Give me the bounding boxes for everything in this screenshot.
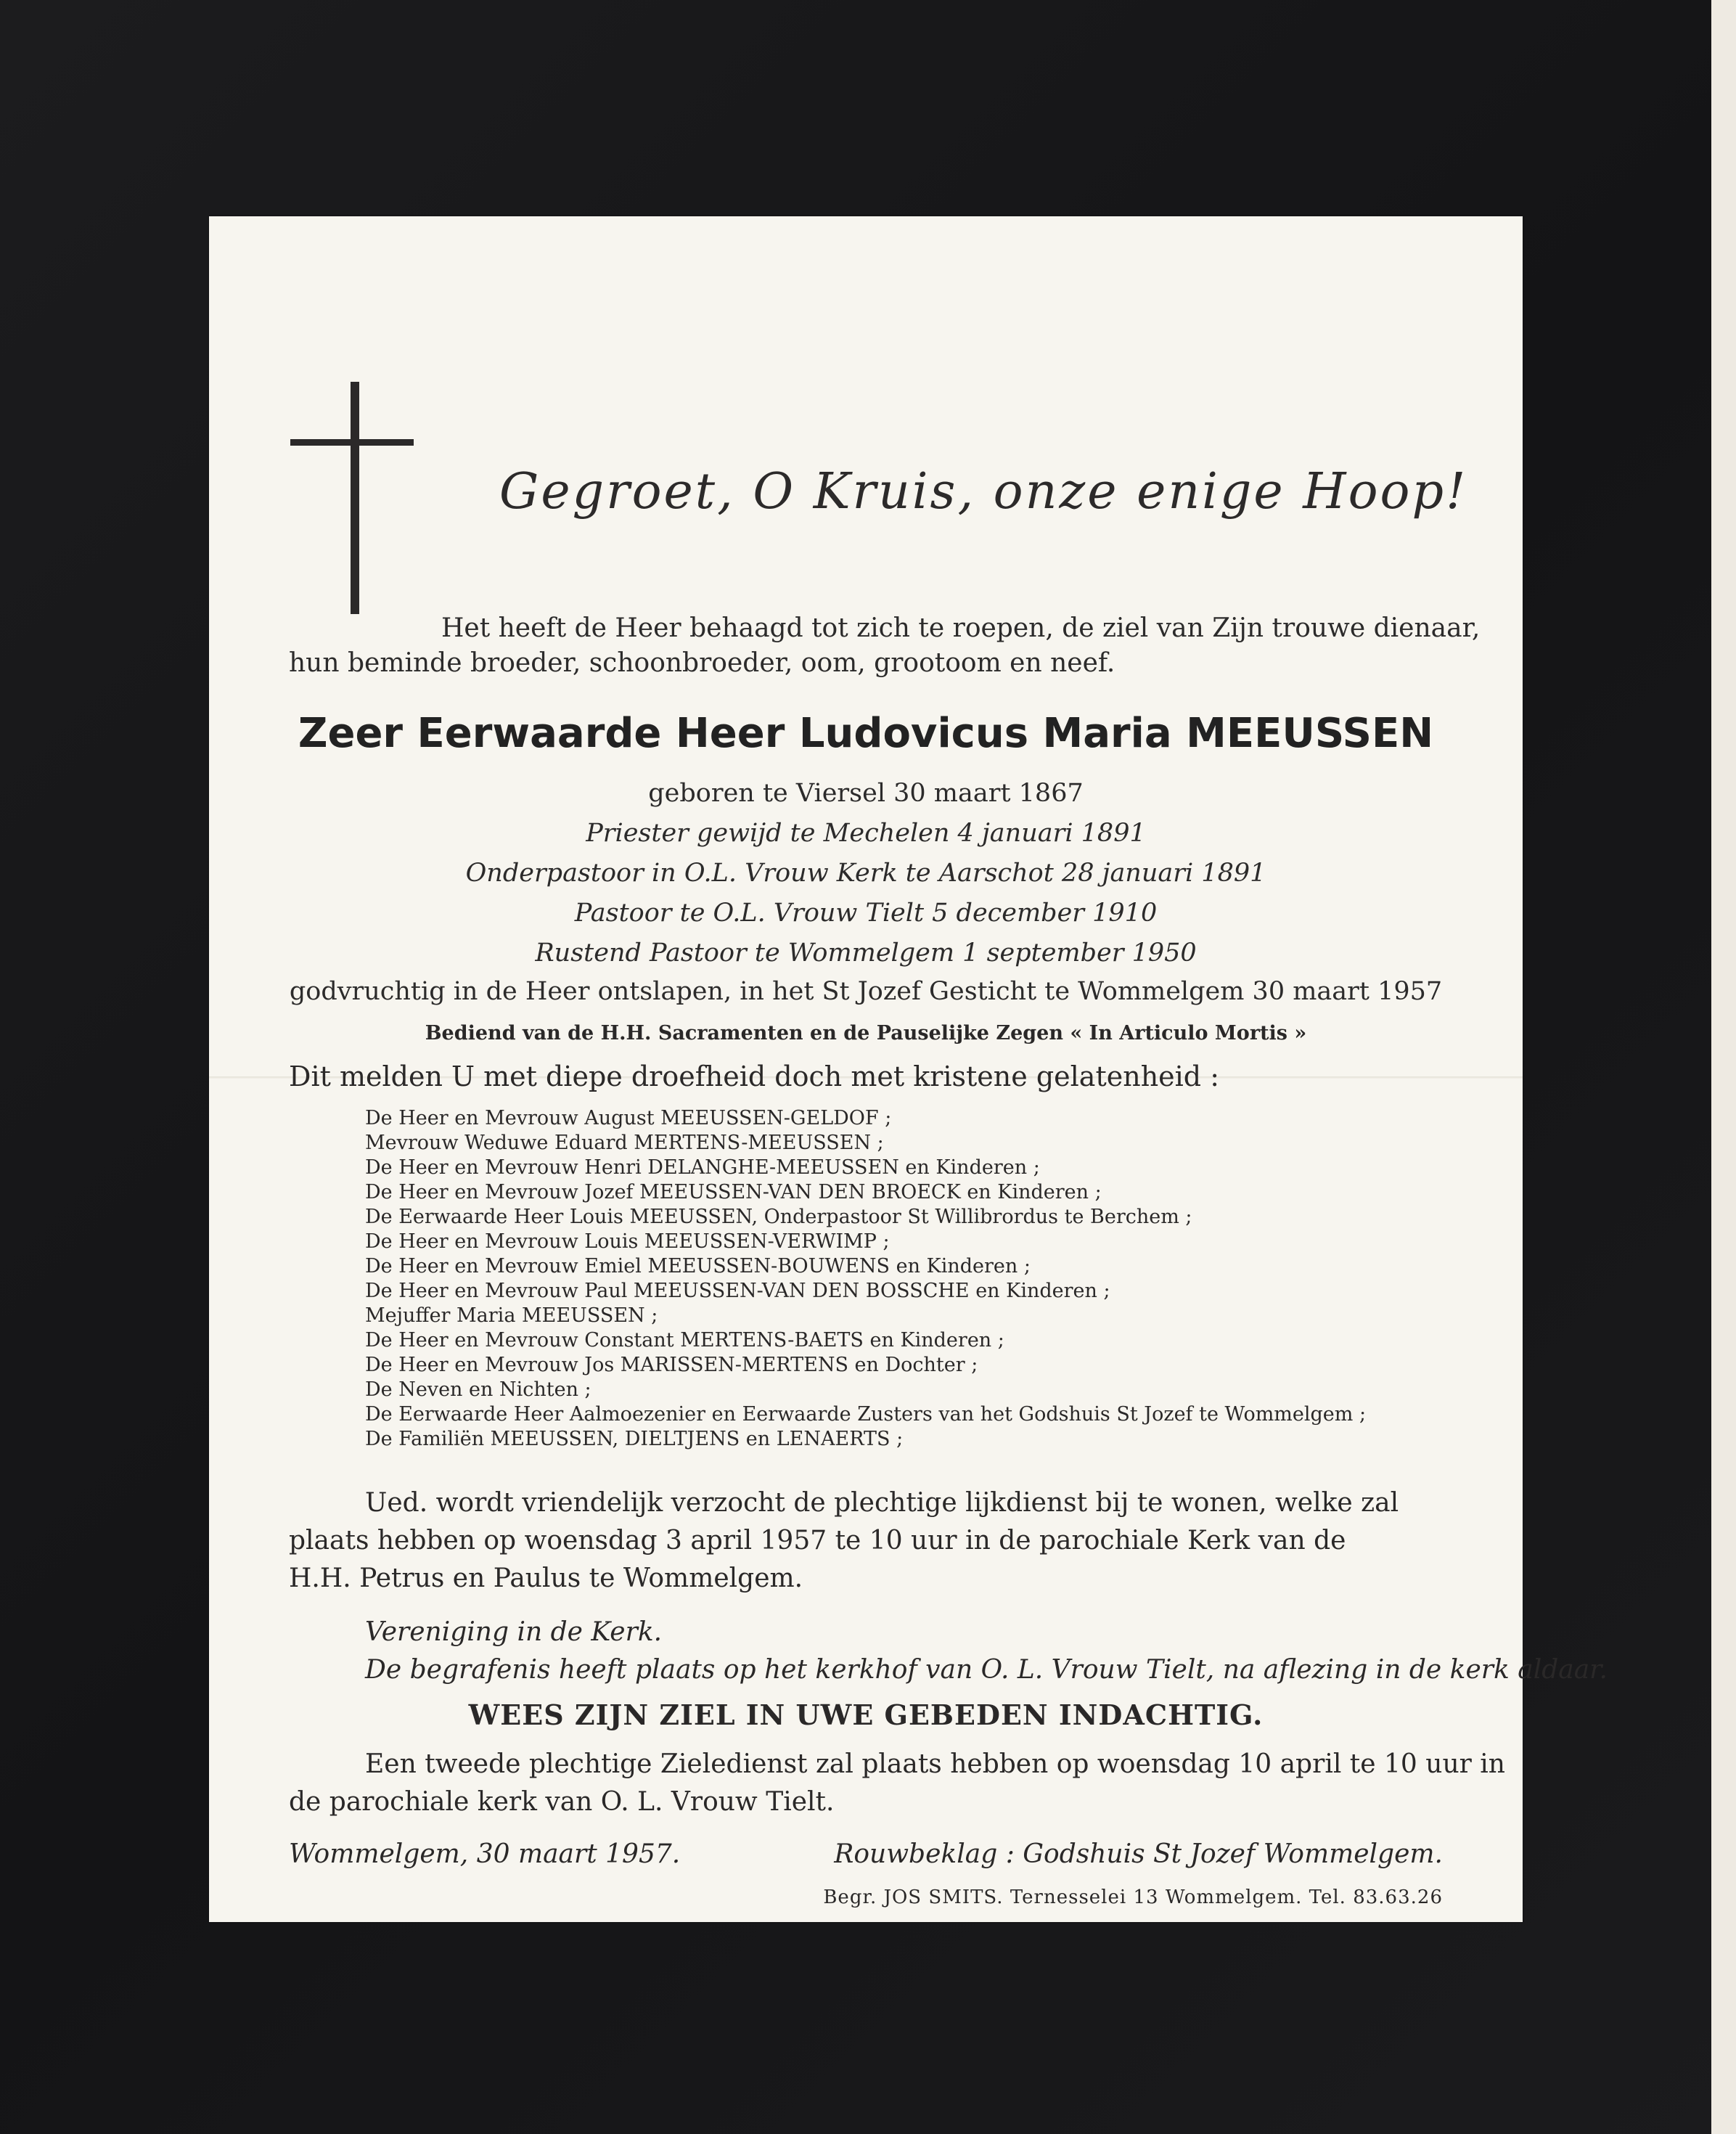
- intro-line-2: hun beminde broeder, schoonbroeder, oom, grootoom en neef.: [289, 648, 1115, 678]
- relative-entry: De Heer en Mevrouw Emiel MEEUSSEN-BOUWENS en Kinderen ;: [365, 1255, 1031, 1277]
- meeting-note: Vereniging in de Kerk.: [365, 1617, 663, 1647]
- bio-line-curate: Onderpastoor in O.L. Vrouw Kerk te Aarschot 28 januari 1891: [465, 859, 1266, 888]
- relative-entry: De Heer en Mevrouw Louis MEEUSSEN-VERWIMP ;: [365, 1230, 890, 1253]
- place-date: Wommelgem, 30 maart 1957.: [289, 1839, 681, 1869]
- deceased-name: Zeer Eerwaarde Heer Ludovicus Maria MEEUSSEN: [298, 710, 1434, 757]
- relative-entry: De Eerwaarde Heer Aalmoezenier en Eerwaarde Zusters van het Godshuis St Jozef te Wommelgem ;: [365, 1403, 1367, 1426]
- motto: Gegroet, O Kruis, onze enige Hoop!: [499, 463, 1468, 520]
- memorial-card: [209, 216, 1608, 1922]
- relative-entry: Mejuffer Maria MEEUSSEN ;: [365, 1304, 658, 1327]
- relative-entry: De Heer en Mevrouw Constant MERTENS-BAETS en Kinderen ;: [365, 1329, 1004, 1352]
- relative-entry: De Familiën MEEUSSEN, DIELTJENS en LENAERTS ;: [365, 1428, 904, 1450]
- relative-entry: Mevrouw Weduwe Eduard MERTENS-MEEUSSEN ;: [365, 1132, 884, 1154]
- undertaker-imprint: Begr. JOS SMITS. Ternesselei 13 Wommelgem. Tel. 83.63.26: [823, 1886, 1443, 1908]
- relative-entry: De Heer en Mevrouw Jos MARISSEN-MERTENS en Dochter ;: [365, 1354, 978, 1376]
- sacraments-line: Bediend van de H.H. Sacramenten en de Pauselijke Zegen « In Articulo Mortis »: [425, 1022, 1307, 1044]
- burial-note: De begrafenis heeft plaats op het kerkhof van O. L. Vrouw Tielt, na aflezing in de kerk aldaar.: [365, 1655, 1608, 1685]
- prayer-request: WEES ZIJN ZIEL IN UWE GEBEDEN INDACHTIG.: [468, 1698, 1264, 1731]
- invitation-line-3: H.H. Petrus en Paulus te Wommelgem.: [289, 1563, 803, 1593]
- invitation-line-2: plaats hebben op woensdag 3 april 1957 te 10 uur in de parochiale Kerk van de: [289, 1526, 1346, 1555]
- relative-entry: De Heer en Mevrouw August MEEUSSEN-GELDOF ;: [365, 1107, 892, 1129]
- bio-line-pastor: Pastoor te O.L. Vrouw Tielt 5 december 1910: [574, 899, 1158, 928]
- bio-line-death: godvruchtig in de Heer ontslapen, in het St Jozef Gesticht te Wommelgem 30 maart 1957: [289, 977, 1443, 1006]
- relative-entry: De Heer en Mevrouw Henri DELANGHE-MEEUSSEN en Kinderen ;: [365, 1156, 1040, 1179]
- cross-icon-bar: [290, 439, 414, 446]
- second-service-line-2: de parochiale kerk van O. L. Vrouw Tielt.: [289, 1787, 835, 1817]
- mount-edge: [1711, 0, 1736, 2134]
- cross-icon: [351, 382, 359, 614]
- relative-entry: De Heer en Mevrouw Paul MEEUSSEN-VAN DEN BOSSCHE en Kinderen ;: [365, 1280, 1110, 1302]
- second-service-line-1: Een tweede plechtige Zieledienst zal plaats hebben op woensdag 10 april te 10 uur in: [365, 1749, 1505, 1779]
- bio-line-ordination: Priester gewijd te Mechelen 4 januari 1891: [586, 819, 1146, 848]
- intro-line-1: Het heeft de Heer behaagd tot zich te roepen, de ziel van Zijn trouwe dienaar,: [441, 613, 1481, 643]
- relative-entry: De Heer en Mevrouw Jozef MEEUSSEN-VAN DEN BROECK en Kinderen ;: [365, 1181, 1102, 1203]
- invitation-line-1: Ued. wordt vriendelijk verzocht de plechtige lijkdienst bij te wonen, welke zal: [365, 1488, 1399, 1518]
- announcement: Dit melden U met diepe droefheid doch met kristene gelatenheid :: [289, 1060, 1220, 1092]
- relative-entry: De Eerwaarde Heer Louis MEEUSSEN, Onderpastoor St Willibrordus te Berchem ;: [365, 1206, 1192, 1228]
- bio-line-retired: Rustend Pastoor te Wommelgem 1 september 1950: [535, 939, 1197, 968]
- bio-line-birth: geboren te Viersel 30 maart 1867: [648, 779, 1084, 808]
- condolences-address: Rouwbeklag : Godshuis St Jozef Wommelgem.: [834, 1839, 1443, 1869]
- relative-entry: De Neven en Nichten ;: [365, 1378, 591, 1401]
